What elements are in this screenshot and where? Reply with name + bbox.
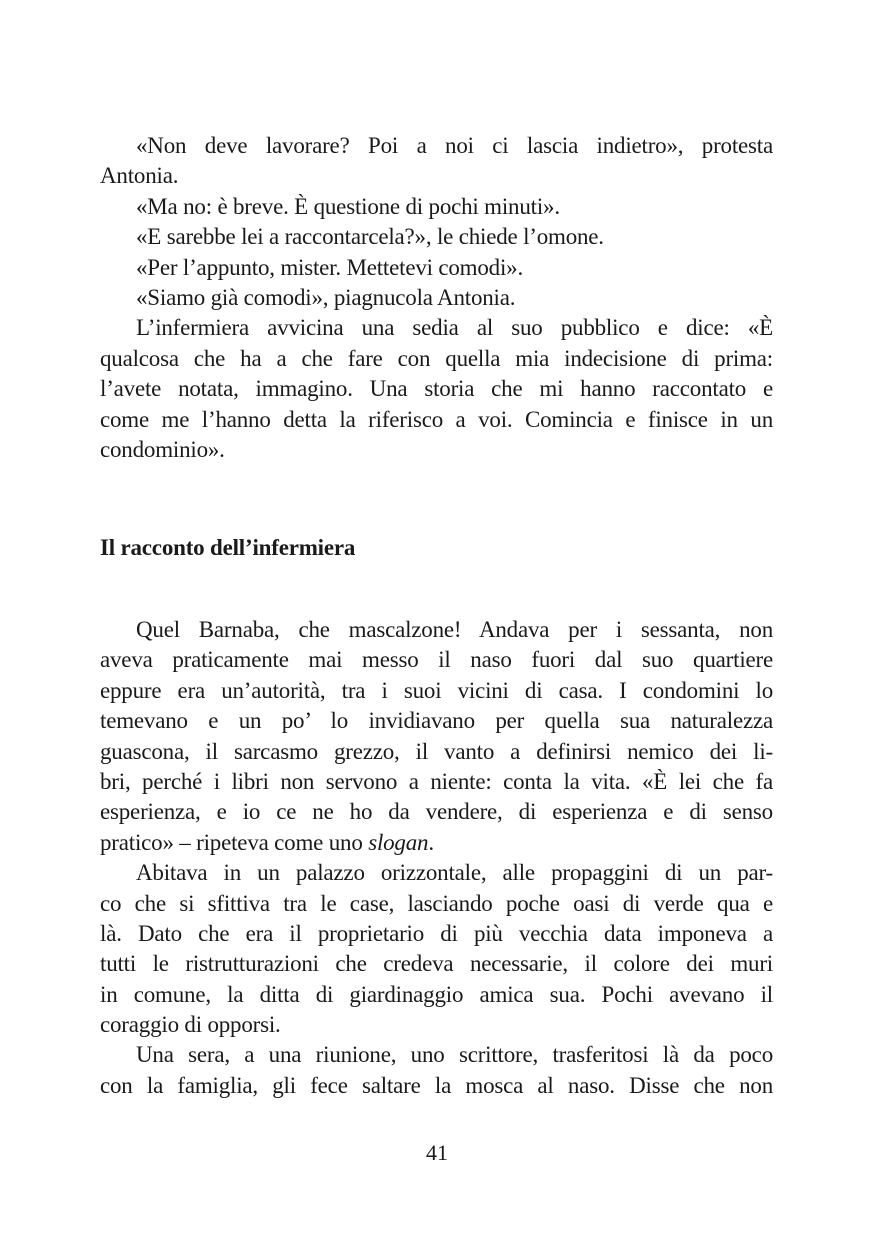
text-line: Una sera, a una riunione, uno scrittore, trasferitosi là da poco	[136, 1042, 773, 1068]
story-section	[100, 615, 773, 1101]
text-line: aveva praticamente mai messo il naso fuori dal suo quartiere	[100, 647, 773, 673]
text-line: «Non deve lavorare? Poi a noi ci lascia indietro», protesta	[136, 133, 773, 158]
text-run: pratico» – ripeteva come uno	[100, 829, 369, 855]
text-line: là. Dato che era il proprietario di più vecchia data imponeva a	[100, 920, 773, 946]
text-line: con la famiglia, gli fece saltare la mosca al naso. Disse che non	[100, 1072, 773, 1098]
text-line: Quel Barnaba, che mascalzone! Andava per i sessanta, non	[136, 617, 773, 642]
text-line: qualcosa che ha a che fare con quella mia indecisione di prima:	[100, 345, 773, 371]
dialogue-section	[100, 131, 773, 465]
text-line: Abitava in un palazzo orizzontale, alle propaggini di un par-	[136, 860, 773, 886]
text-line: esperienza, e io ce ne ho da vendere, di esperienza e di senso	[100, 799, 773, 825]
text-line: guascona, il sarcasmo grezzo, il vanto a definirsi nemico dei li-	[100, 738, 773, 764]
text-line: «Ma no: è breve. È questione di pochi minuti».	[136, 193, 560, 219]
text-line: Antonia.	[100, 163, 179, 189]
text-line: temevano e un po’ lo invidiavano per quella sua naturalezza	[100, 708, 773, 734]
text-run: .	[428, 829, 434, 855]
text-line: tutti le ristrutturazioni che credeva necessarie, il colore dei muri	[100, 951, 773, 977]
text-line: eppure era un’autorità, tra i suoi vicini di casa. I condomini lo	[100, 677, 773, 703]
text-line: «Per l’appunto, mister. Mettetevi comodi».	[136, 254, 524, 280]
text-line: «E sarebbe lei a raccontarcela?», le chiede l’omone.	[136, 224, 604, 250]
text-line: co che si sfittiva tra le case, lasciando poche oasi di verde qua e	[100, 890, 773, 916]
text-line: bri, perché i libri non servono a niente: conta la vita. «È lei che fa	[100, 768, 773, 794]
text-line: «Siamo già comodi», piagnucola Antonia.	[136, 284, 516, 310]
text-line	[100, 828, 773, 858]
text-line: coraggio di opporsi.	[100, 1012, 281, 1038]
text-line: in comune, la ditta di giardinaggio amica sua. Pochi avevano il	[100, 981, 773, 1007]
page-number: 41	[426, 1140, 448, 1165]
text-line: come me l’hanno detta la riferisco a voi. Comincia e finisce in un	[100, 406, 773, 432]
section-heading: Il racconto dell’infermiera	[100, 535, 356, 560]
text-line: condominio».	[100, 436, 225, 462]
italic-word: slogan	[368, 829, 429, 855]
text-line: L’infermiera avvicina una sedia al suo pubblico e dice: «È	[136, 315, 773, 341]
text-line: l’avete notata, immagino. Una storia che mi hanno raccontato e	[100, 376, 773, 402]
